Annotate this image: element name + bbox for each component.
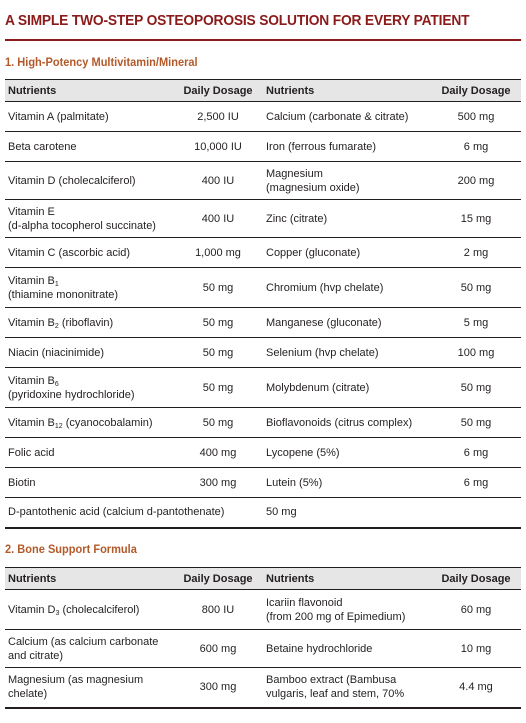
section-1-title: 1. High-Potency Multivitamin/Mineral <box>5 55 198 69</box>
title-rule <box>5 39 521 41</box>
nutrient-cell: Lycopene (5%) <box>263 438 431 468</box>
nutrient-line: Icariin flavonoid <box>266 596 343 609</box>
nutrient-text: (cyanocobalamin) <box>62 416 153 429</box>
dosage-cell: 400 mg <box>173 438 263 468</box>
subscript: 3 <box>55 609 60 617</box>
nutrient-cell: Bioflavonoids (citrus complex) <box>263 408 431 438</box>
header-nutrients: Nutrients <box>263 568 431 590</box>
dosage-cell: 60 mg <box>431 590 521 630</box>
subscript: 6 <box>54 380 59 388</box>
nutrient-cell: Vitamin A (palmitate) <box>5 102 173 132</box>
dosage-cell: 600 mg <box>173 630 263 668</box>
dosage-cell: 15 mg <box>431 200 521 238</box>
header-nutrients: Nutrients <box>263 80 431 102</box>
nutrient-line: chelate) <box>8 688 48 701</box>
dosage-cell: 500 mg <box>431 102 521 132</box>
dosage-cell: 4.4 mg <box>431 668 521 708</box>
nutrient-line: and citrate) <box>8 649 64 662</box>
table-row <box>5 268 521 308</box>
nutrient-line: Vitamin E <box>8 205 55 218</box>
nutrient-cell: Calcium (carbonate & citrate) <box>263 102 431 132</box>
nutrient-cell: Betaine hydrochloride <box>263 630 431 668</box>
table-row <box>5 630 521 668</box>
header-daily-dosage: Daily Dosage <box>431 80 521 102</box>
nutrient-cell: Manganese (gluconate) <box>263 308 431 338</box>
dosage-cell: 6 mg <box>431 468 521 498</box>
nutrient-cell: Iron (ferrous fumarate) <box>263 132 431 162</box>
header-daily-dosage: Daily Dosage <box>173 568 263 590</box>
nutrient-line: Magnesium (as magnesium <box>8 674 144 687</box>
dosage-cell: 400 IU <box>173 200 263 238</box>
nutrient-cell <box>263 590 431 630</box>
nutrient-cell: Chromium (hvp chelate) <box>263 268 431 308</box>
nutrient-cell: Biotin <box>5 468 173 498</box>
nutrient-text: (cholecalciferol) <box>59 603 140 616</box>
nutrient-cell <box>5 200 173 238</box>
nutrient-cell <box>263 668 431 708</box>
table-row <box>5 438 521 468</box>
header-daily-dosage: Daily Dosage <box>173 80 263 102</box>
dosage-cell: 6 mg <box>431 132 521 162</box>
dosage-cell: 50 mg <box>173 308 263 338</box>
section-2-title: 2. Bone Support Formula <box>5 542 137 556</box>
nutrient-cell <box>5 368 173 408</box>
header-nutrients: Nutrients <box>5 568 173 590</box>
nutrient-cell: Vitamin D (cholecalciferol) <box>5 162 173 200</box>
table-row <box>5 238 521 268</box>
dosage-cell: 5 mg <box>431 308 521 338</box>
table-row <box>5 590 521 630</box>
nutrient-text: (riboflavin) <box>58 316 114 329</box>
dosage-cell: 6 mg <box>431 438 521 468</box>
nutrient-line: Vitamin B <box>8 374 55 387</box>
table-header-row <box>5 568 521 590</box>
table-row <box>5 308 521 338</box>
dosage-cell: 300 mg <box>173 668 263 708</box>
nutrient-line: Bamboo extract (Bambusa <box>266 674 397 687</box>
nutrient-text: Vitamin D <box>8 603 56 616</box>
table-row <box>5 102 521 132</box>
nutrient-cell <box>5 668 173 708</box>
nutrient-line: (d-alpha tocopherol succinate) <box>8 219 156 232</box>
dosage-cell: 50 mg <box>431 408 521 438</box>
table-row <box>5 200 521 238</box>
table-row <box>5 338 521 368</box>
nutrient-line: (from 200 mg of Epimedium) <box>266 610 406 623</box>
nutrient-line: vulgaris, leaf and stem, 70% <box>266 688 405 701</box>
dosage-cell: 50 mg <box>173 368 263 408</box>
dosage-cell: 50 mg <box>431 368 521 408</box>
nutrient-text: Vitamin B <box>8 416 55 429</box>
table-row <box>5 162 521 200</box>
nutrient-text: Vitamin B <box>8 316 55 329</box>
nutrient-cell: Molybdenum (citrate) <box>263 368 431 408</box>
dosage-cell: 100 mg <box>431 338 521 368</box>
header-daily-dosage: Daily Dosage <box>431 568 521 590</box>
nutrient-cell: D-pantothenic acid (calcium d-pantothenate) <box>5 498 263 528</box>
nutrient-cell <box>263 162 431 200</box>
dosage-cell: 400 IU <box>173 162 263 200</box>
subscript: 1 <box>54 280 59 288</box>
dosage-cell: 50 mg <box>173 338 263 368</box>
subscript: 2 <box>54 322 59 330</box>
table-header-row <box>5 80 521 102</box>
nutrient-line: Vitamin B <box>8 274 55 287</box>
nutrient-cell: Selenium (hvp chelate) <box>263 338 431 368</box>
subscript: 12 <box>54 422 63 430</box>
table-row <box>5 408 521 438</box>
nutrient-cell: Lutein (5%) <box>263 468 431 498</box>
dosage-cell: 50 mg <box>263 498 521 528</box>
dosage-cell: 1,000 mg <box>173 238 263 268</box>
nutrient-line: Magnesium <box>266 167 323 180</box>
nutrient-cell: Folic acid <box>5 438 173 468</box>
nutrient-cell <box>5 308 173 338</box>
nutrient-cell: Niacin (niacinimide) <box>5 338 173 368</box>
table-row <box>5 132 521 162</box>
nutrient-cell <box>5 630 173 668</box>
table-row <box>5 468 521 498</box>
page-title: A SIMPLE TWO-STEP OSTEOPOROSIS SOLUTION FOR EVERY PATIENT <box>5 12 470 29</box>
nutrient-cell: Beta carotene <box>5 132 173 162</box>
dosage-cell: 2 mg <box>431 238 521 268</box>
nutrient-cell <box>5 268 173 308</box>
dosage-cell: 2,500 IU <box>173 102 263 132</box>
nutrient-cell: Zinc (citrate) <box>263 200 431 238</box>
dosage-cell: 300 mg <box>173 468 263 498</box>
nutrient-line: (thiamine mononitrate) <box>8 288 119 301</box>
nutrient-cell <box>5 408 173 438</box>
nutrient-cell: Copper (gluconate) <box>263 238 431 268</box>
dosage-cell: 50 mg <box>431 268 521 308</box>
nutrient-cell <box>5 590 173 630</box>
nutrient-line: Calcium (as calcium carbonate <box>8 635 159 648</box>
dosage-cell: 800 IU <box>173 590 263 630</box>
table-row <box>5 368 521 408</box>
bone-support-table <box>5 567 521 709</box>
nutrient-cell: Vitamin C (ascorbic acid) <box>5 238 173 268</box>
nutrient-line: (magnesium oxide) <box>266 181 360 194</box>
dosage-cell: 10 mg <box>431 630 521 668</box>
multivitamin-table <box>5 79 521 529</box>
header-nutrients: Nutrients <box>5 80 173 102</box>
dosage-cell: 50 mg <box>173 268 263 308</box>
table-row <box>5 668 521 708</box>
dosage-cell: 200 mg <box>431 162 521 200</box>
dosage-cell: 10,000 IU <box>173 132 263 162</box>
table-row <box>5 498 521 528</box>
dosage-cell: 50 mg <box>173 408 263 438</box>
nutrient-line: (pyridoxine hydrochloride) <box>8 388 135 401</box>
